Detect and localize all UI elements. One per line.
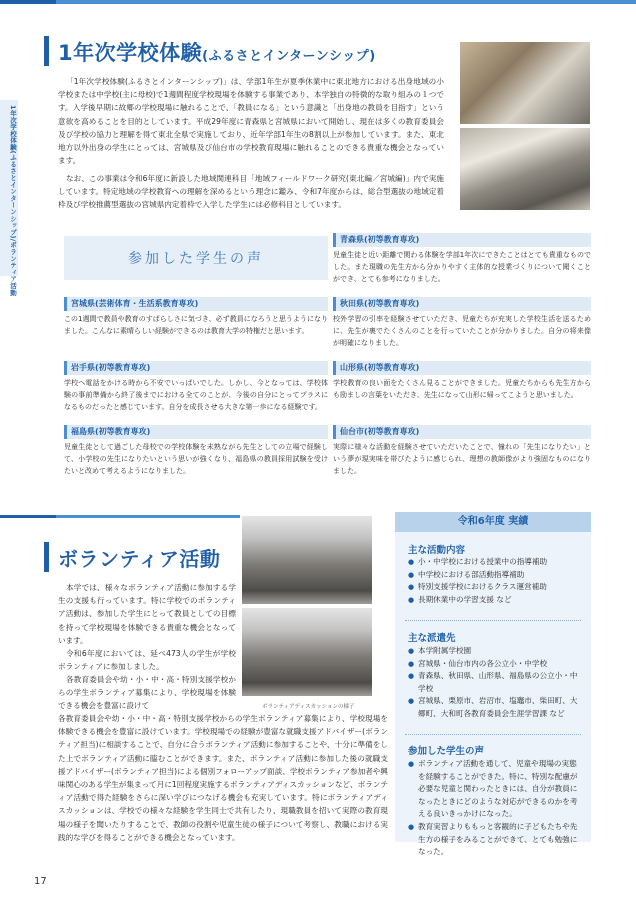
- list-item: ● 宮城県、栗原市、岩沼市、塩竈市、柴田町、大郷町、大和町各教育委員会生涯学習課 など: [408, 695, 584, 720]
- section2-title: ボランティア活動: [58, 547, 221, 571]
- list-item: ● 中学校における部活動指導補助: [408, 569, 584, 582]
- list-item: ● 宮城県・仙台市内の各公立小・中学校: [408, 658, 584, 671]
- voice-text-fukushima: 児童生徒として過ごした母校での学校体験を未熟ながら先生としての立場で経験して、小学校の先生になりたいという思いが強くなり、福島県の教員採用試験を受けたいと改めて考えるようになりました。: [64, 443, 328, 475]
- discussion-photo-1: [242, 516, 372, 604]
- results-panel-header: 令和6年度 実績: [395, 512, 591, 532]
- section2-body2: 令和6年度においては、延べ473人の学生が学校ボランティアに参加しました。: [58, 649, 236, 672]
- top-rule: [56, 0, 636, 4]
- voice-title-iwate: 岩手県(初等教育専攻): [64, 361, 328, 375]
- section2-title-marker: [44, 542, 49, 572]
- voice-text-miyagi: この1週間で教員や教育のすばらしさに気づき、必ず教員になろうと思うようになりました。こんなに素晴らしい経験ができるのは教育大学の特権だと思います。: [64, 315, 328, 335]
- section2-body3-lead: 各教育委員会や幼・小・中・高・特別支援学校からの学生ボランティア募集により、学校現場を体験できる機会を豊富に設けて: [58, 675, 236, 711]
- list-item: ● 本学附属学校園: [408, 645, 584, 658]
- section1-heading: [58, 37, 376, 67]
- list-item: ● 特別支援学校におけるクラス運営補助: [408, 581, 584, 594]
- classroom-photo: [460, 128, 590, 210]
- voice-text-aomori: 児童生徒と近い距離で関わる体験を学部1年次にできたことはとても貴重なものでした。また現職の先生方から分かりやすく主体的な授業づくりについて聞くことができ、とても参考になりました。: [333, 251, 591, 283]
- teacher-student-photo: [460, 42, 590, 124]
- section2-accent: [0, 515, 56, 518]
- top-accent-bar: [0, 0, 56, 4]
- panel-activities-list: [408, 556, 584, 606]
- list-item: ● ボランティア活動を通して、児童や現場の実態を経験することができた。特に、特別な配慮が必要な児童と関わったときには、自分が教員になったときにどのような対応ができるのかを考える良いきっかけになった。: [408, 758, 584, 821]
- photo-caption: ボランティアディスカッションの様子: [262, 704, 355, 710]
- panel-destinations-title: 主な派遣先: [408, 633, 456, 644]
- section2-body3: 各教育委員会や幼・小・中・高・特別支援学校からの学生ボランティア募集により、学校現場を体験できる機会を豊富に設けています。学校現場での経験が豊富な就職支援アドバイザー(ボランティア担当)に相談することで、自分に合うボランティア活動に参加することや、十分に準備をした上でボランティア活動に臨むことができます。また、ボランティア活動に参加した後の就職支援アドバイザー(ボランティア担当)による個別フォローアップ面談、学校ボランティア参加者や興味関心のある学生が集まって月に1回程度実施するボランティアディスカッションなど、ボランティア活動で得た経験をさらに深い学びにつなげる機会も充実しています。特にボランティアディスカッションは、学校での様々な経験を学生同士で共有したり、現職教員を招いて実際の教育現場の様子を聞いたりすることで、教師の役割や児童生徒の様子について考察し、教職における実践的な学びを得ることができる機会となっています。: [58, 714, 388, 842]
- discussion-photo-2: [242, 608, 372, 696]
- panel-destinations-list: [408, 645, 584, 721]
- voice-title-yamagata: 山形県(初等教育専攻): [333, 361, 591, 375]
- list-item: ● 青森県、秋田県、山形県、福島県の公立小・中学校: [408, 670, 584, 695]
- panel-divider: [405, 620, 581, 621]
- panel-voices-list: [408, 758, 584, 859]
- list-item: ● 小・中学校における授業中の指導補助: [408, 556, 584, 569]
- section2-body1: 本学では、様々なボランティア活動に参加する学生の支援も行っています。特に学校でのボランティア活動は、参加した学生にとって教員としての目標を持って学校現場を体験できる貴重な機会となっています。: [58, 583, 236, 645]
- page-number: 17: [34, 876, 47, 887]
- voices-header: 参加した学生の声: [64, 236, 328, 280]
- voice-title-aomori: 青森県(初等教育専攻): [333, 233, 591, 247]
- sidebar-label: 1年次学校体験(ふるさとインターンシップ)/ボランティア活動: [9, 105, 17, 296]
- list-item: ● 教育実習よりももっと客観的に子どもたちや先生方の様子をみることができて、とても勉強になった。: [408, 821, 584, 859]
- voice-title-fukushima: 福島県(初等教育専攻): [64, 425, 328, 439]
- voice-text-yamagata: 学校教育の良い面をたくさん見ることができました。児童たちからも先生方からも励ましの言葉をいただき、先生になって山形に帰ってこようと思いました。: [333, 379, 591, 399]
- list-item: ● 長期休業中の学習支援 など: [408, 594, 584, 607]
- panel-divider: [405, 734, 581, 735]
- voice-title-miyagi: 宮城県(芸術体育・生活系教育専攻): [64, 297, 328, 311]
- voice-title-akita: 秋田県(初等教育専攻): [333, 297, 591, 311]
- voice-text-sendai: 実際に様々な活動を経験させていただいたことで、憧れの「先生になりたい」という夢が現実味を帯びたように感じられ、理想の教師像がより強固なものになりました。: [333, 443, 591, 475]
- voice-title-sendai: 仙台市(初等教育専攻): [333, 425, 591, 439]
- section1-body: 「1年次学校体験(ふるさとインターンシップ)」は、学部1年生が夏季休業中に東北地方における出身地域の小学校または中学校(主に母校)で1週間程度学校現場を体験する事業であり、本学独自の特徴的な取り組みの１つです。入学後早期に故郷の学校現場に触れることで、「教員になる」という意識と「出身地の教員を目指す」という意欲を高めることを目的としています。平成29年度に青森県と宮城県において開始し、現在は多くの教育委員会及び学校の協力と理解を得て東北全県で実施しており、近年学部1年生の8割以上が参加しています。また、東北地方以外出身の学生にとっては、宮城県及び仙台市の学校教育現場に触れることのできる貴重な機会となっています。: [58, 77, 444, 166]
- voice-text-akita: 校外学習の引率を経験させていただき、児童たちが充実した学校生活を送るために、先生が裏でたくさんのことを行っていたことが分かりました。自分の将来像が明確になりました。: [333, 315, 591, 347]
- section1-title: 1年次学校体験: [58, 41, 203, 65]
- title-marker: [44, 36, 49, 66]
- section1-body2: なお、この事業は令和6年度に新設した地域関連科目「地域フィールドワーク研究(東北編／宮城編)」内で実施しています。特定地域の学校教育への理解を深めるという理念に鑑み、令和7年度からは、総合型選抜の地域定着枠及び学校推薦型選抜の宮城県内定着枠で入学した学生には必修科目としています。: [58, 174, 444, 210]
- panel-activities-title: 主な活動内容: [408, 545, 466, 556]
- voice-text-iwate: 学校へ電話をかける時から不安でいっぱいでした。しかし、今となっては、学校体験の事前準備から終了後までにおける全てのことが、今後の自分にとってプラスになるものだったと感じています。自分を成長させる大きな第一歩になる経験です。: [64, 379, 328, 411]
- section1-subtitle: (ふるさとインターンシップ): [202, 49, 376, 64]
- panel-voices-title: 参加した学生の声: [408, 746, 485, 757]
